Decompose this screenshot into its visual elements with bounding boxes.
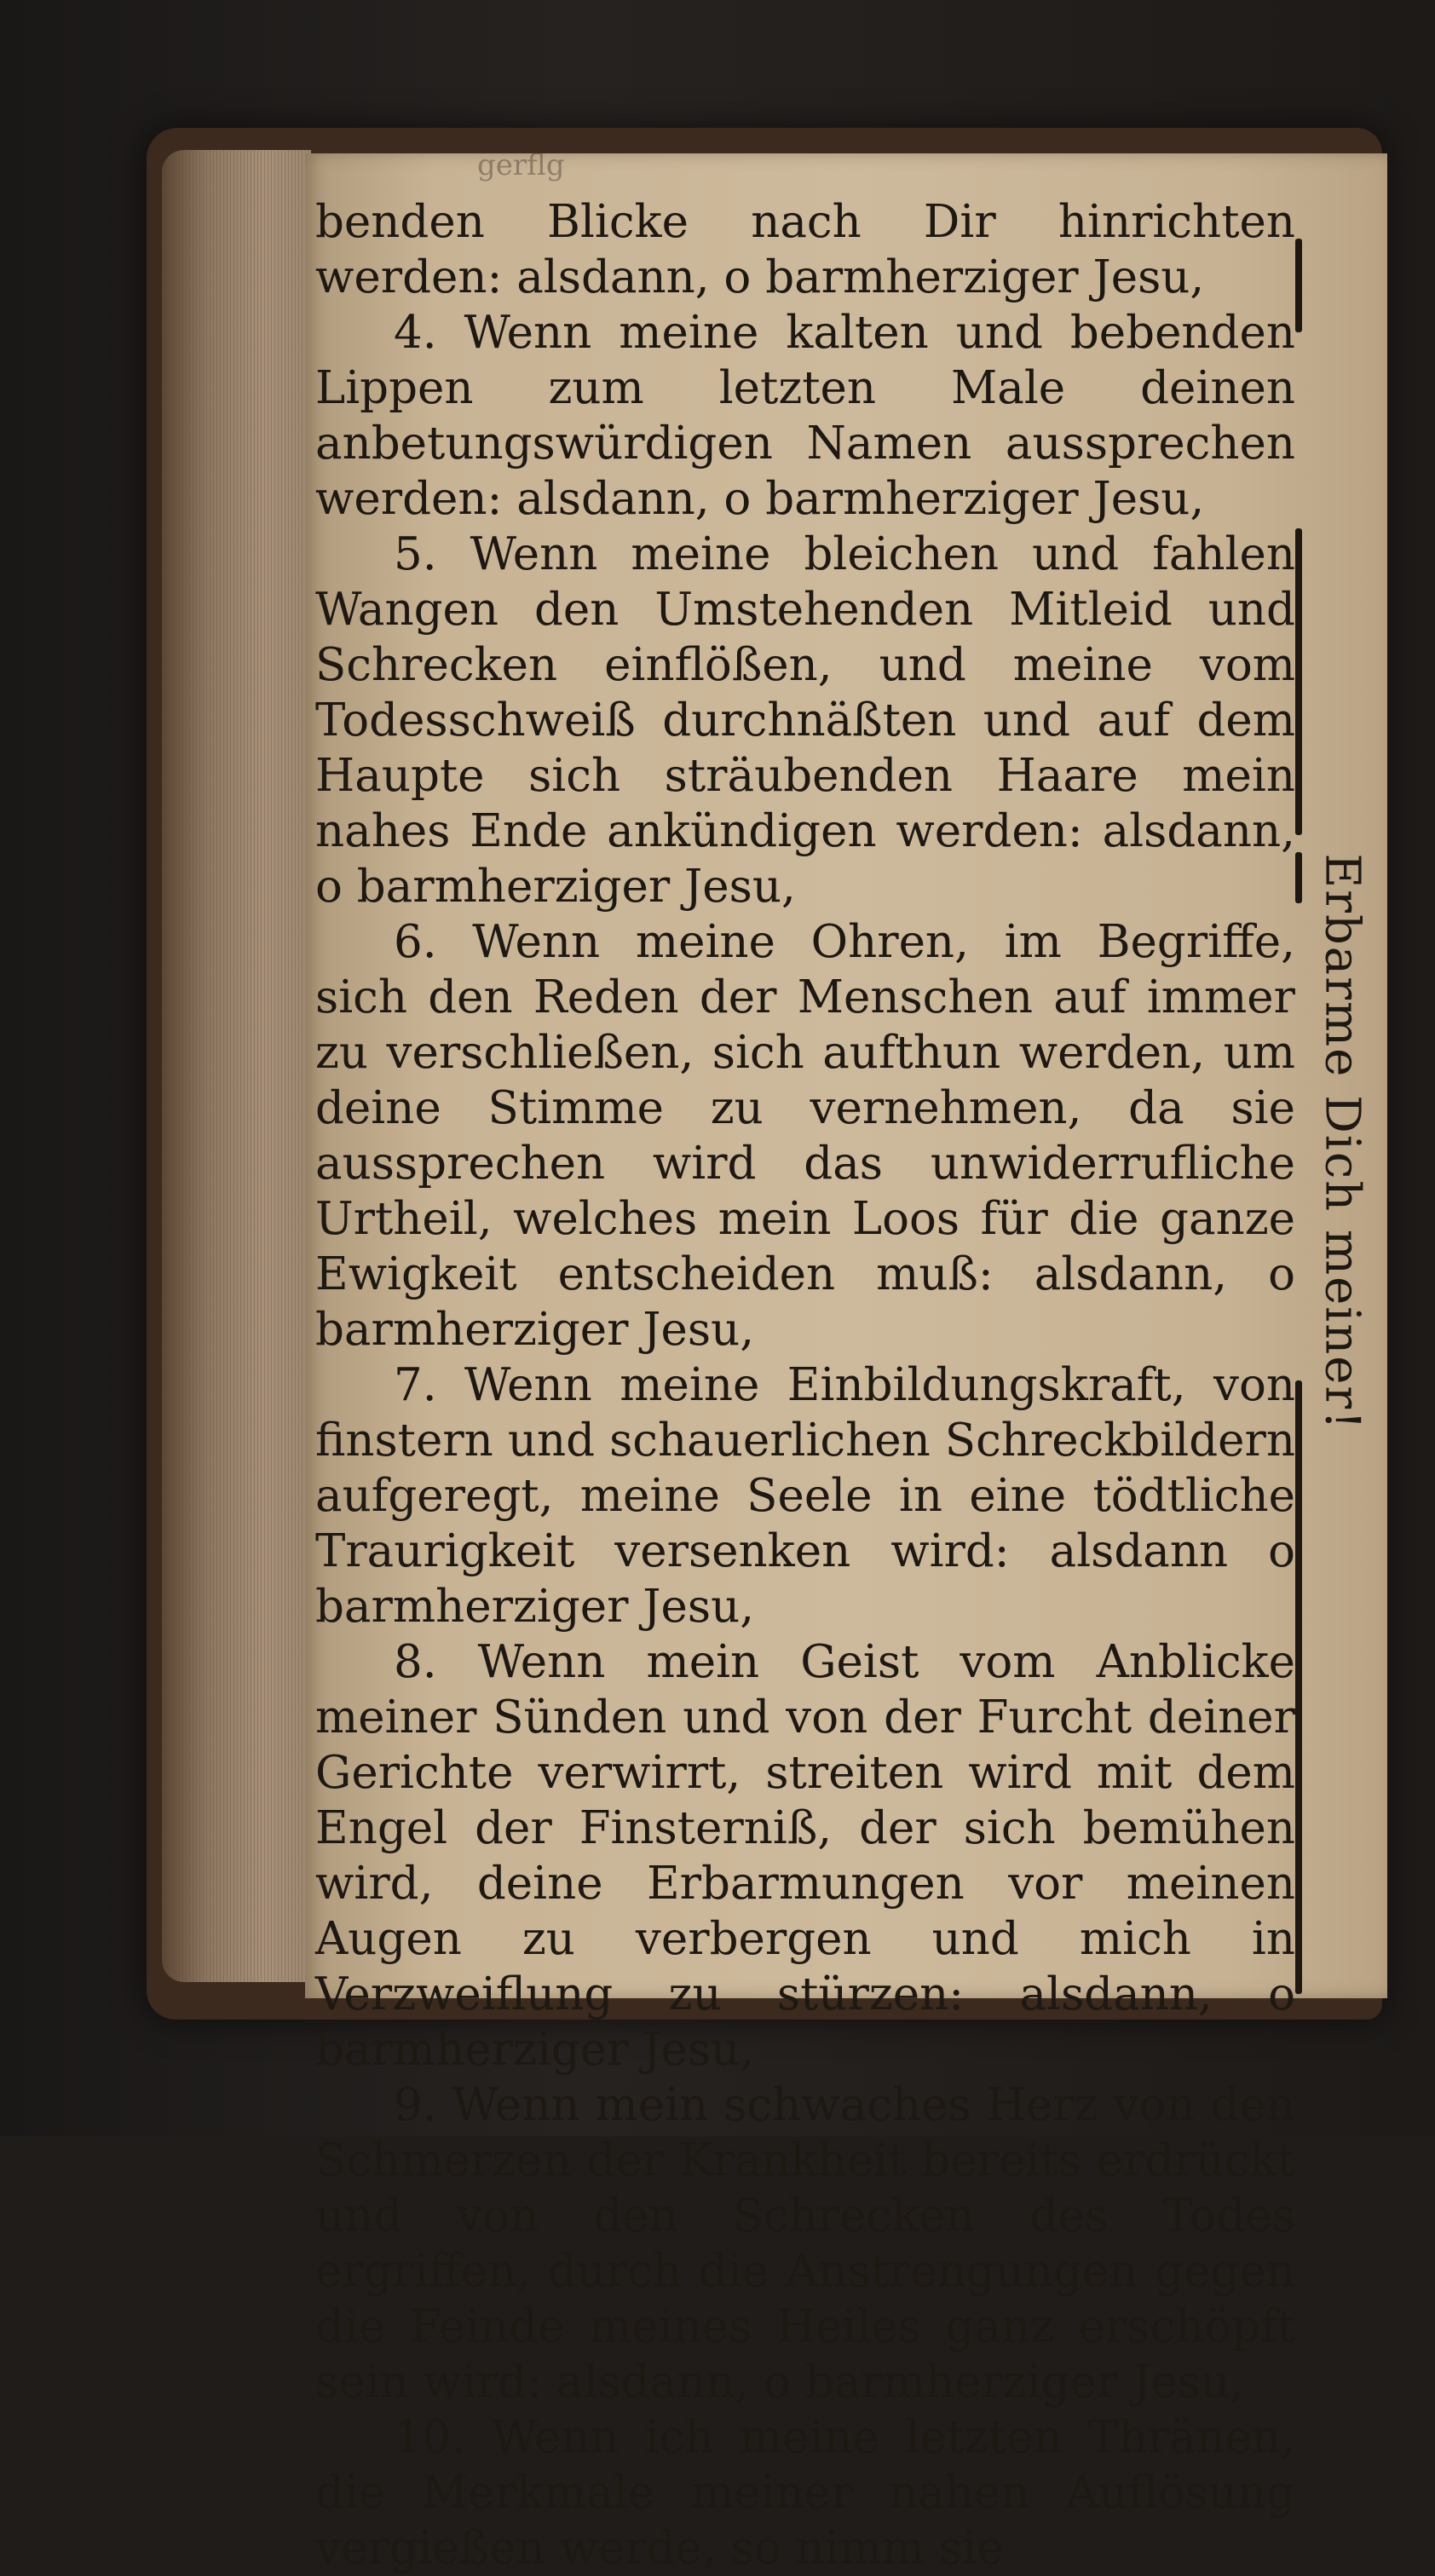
- paragraph-6: 6. Wenn meine Ohren, im Begriffe, sich den Reden der Menschen auf immer zu verschließen, sich aufthun werden, um deine Stimme zu vernehmen, da sie aussprechen wird das unwiderrufliche Urtheil, welches mein Loos für die ganze Ewigkeit entscheiden muß: alsdann, o barmherziger Jesu,: [315, 916, 1295, 1356]
- margin-rule: [1295, 852, 1302, 903]
- margin-rule: [1295, 1380, 1302, 1994]
- page-body: [315, 194, 1295, 2574]
- margin-rule: [1295, 239, 1302, 332]
- page-edges: [162, 150, 311, 1982]
- paragraph-8: 8. Wenn mein Geist vom Anblicke meiner Sünden und von der Furcht deiner Gerichte verwirrt, streiten wird mit dem Engel der Finsterniß, der sich bemühen wird, deine Erbarmungen vor meinen Augen zu verbergen und mich in Verzweiflung zu stürzen: alsdann, o barmherziger Jesu,: [315, 1636, 1295, 2076]
- paragraph-continuation: benden Blicke nach Dir hinrichten werden: alsdann, o barmherziger Jesu,: [315, 196, 1295, 303]
- paragraph-10: 10. Wenn ich meine letzten Thränen, die Merkmale meiner nahen Auflösung vergießen werde, so nimm sie: [315, 2412, 1295, 2574]
- margin-rule: [1295, 528, 1302, 835]
- paragraph-7: 7. Wenn meine Einbildungskraft, von finstern und schauerlichen Schreckbildern aufgeregt, meine Seele in eine tödtliche Traurigkeit versenken wird: alsdann o barmherziger Jesu,: [315, 1359, 1295, 1633]
- refrain-bracket: [1295, 852, 1389, 1432]
- paragraph-5: 5. Wenn meine bleichen und fahlen Wangen den Umstehenden Mitleid und Schrecken einflößen, und meine vom Todesschweiß durchnäßten und auf dem Haupte sich sträubenden Haare mein nahes Ende ankündigen werden: alsdann, o barmherziger Jesu,: [315, 528, 1295, 913]
- paragraph-4: 4. Wenn meine kalten und bebenden Lippen zum letzten Male deinen anbetungswürdigen Namen aussprechen werden: alsdann, o barmherziger Jesu,: [315, 307, 1295, 525]
- running-head: gerflg: [477, 148, 565, 182]
- refrain-text: Erbarme Dich meiner!: [1314, 852, 1370, 1432]
- paragraph-9: 9. Wenn mein schwaches Herz von den Schmerzen der Krankheit bereits erdrückt und von den Schrecken des Todes ergriffen, durch die Anstrengungen gegen die Feinde meines Heiles ganz erschöpft sein wird: alsdann, o barmherziger Jesu,: [315, 2079, 1295, 2408]
